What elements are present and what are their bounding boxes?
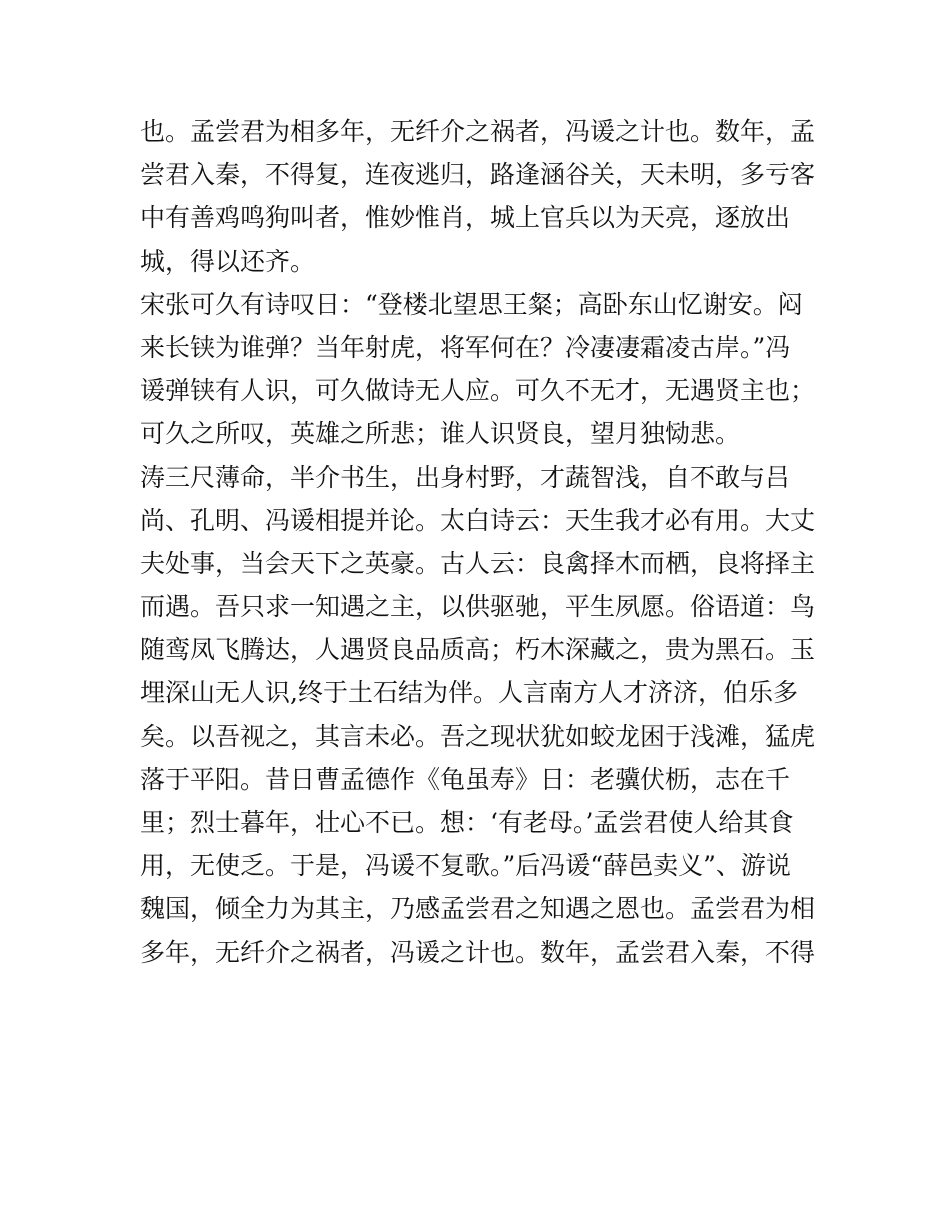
text-line: 宋张可久有诗叹日：“登楼北望思王粲；高卧东山忆谢安。闷 [140,289,803,319]
text-line: 来长铗为谁弹？当年射虎，将军何在？冷凄凄霜凌古岸。”冯 [140,332,791,362]
text-line: 可久之所叹，英雄之所悲；谁人识贤良，望月独恸悲。 [140,419,741,449]
text-line: 谖弹铗有人识，可久做诗无人应。可久不无才，无遇贤主也； [140,376,816,406]
text-line: 也。孟尝君为相多年，无纤介之祸者，冯谖之计也。数年，孟 [140,117,816,146]
text-line: 涛三尺薄命，半介书生，出身村野，才蔬智浅，自不敢与吕 [140,462,791,492]
text-line: 尚、孔明、冯谖相提并论。太白诗云：天生我才必有用。大丈 [140,505,816,535]
text-line: 里；烈士暮年，壮心不已。想：‘有老母。’孟尝君使人给其食 [140,808,794,837]
text-line: 埋深山无人识,终于土石结为伴。人言南方人才济济，伯乐多 [140,678,798,708]
text-line: 矣。以吾视之，其言未必。吾之现状犹如蛟龙困于浅滩，猛虎 [140,721,816,751]
text-line: 尝君入秦，不得复，连夜逃归，路逢涵谷关，天未明，多亏客 [140,160,816,190]
text-line: 城，得以还齐。 [140,246,316,276]
document-text-body [140,110,816,974]
text-line: 中有善鸡鸣狗叫者，惟妙惟肖，城上官兵以为天亮，逐放出 [140,203,791,233]
text-line: 随鸾凤飞腾达，人遇贤良品质高；朽木深藏之，贵为黑石。玉 [140,635,816,665]
text-line: 用，无使乏。于是，冯谖不复歌。”后冯谖“薛邑卖义”、游说 [140,851,791,881]
text-line: 落于平阳。昔日曹孟德作《龟虽寿》日：老骥伏枥，志在千 [140,764,791,794]
text-line: 夫处事，当会天下之英豪。古人云：良禽择木而栖，良将择主 [140,548,816,578]
text-line: 而遇。吾只求一知遇之主，以供驱驰，平生夙愿。俗语道：鸟 [140,592,816,622]
text-line: 多年，无纤介之祸者，冯谖之计也。数年，孟尝君入秦，不得 [140,937,816,967]
text-line: 魏国，倾全力为其主，乃感孟尝君之知遇之恩也。孟尝君为相 [140,894,816,924]
